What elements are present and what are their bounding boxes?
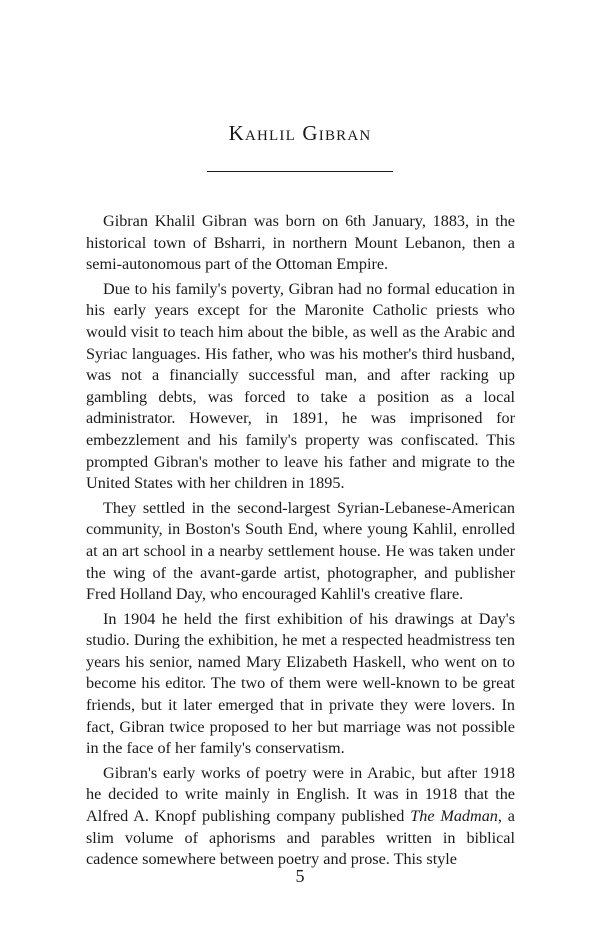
paragraph-exhibition: In 1904 he held the first exhibition of his drawings at Day's studio. During the exhibition, he met a respected headmistress ten years his senior, named Mary Elizabeth Haskell, who went on to become his editor. The two of them were well-known to be great friends, but it later emerged that in private they were lovers. In fact, Gibran twice proposed to her but marriage was not possible in the face of her family's conservatism.: [86, 609, 515, 758]
paragraph-boston: They settled in the second-largest Syrian-Lebanese-American community, in Boston's South End, where young Kahlil, enrolled at an art school in a nearby settlement house. He was taken under the wing of the avant-garde artist, photographer, and publisher Fred Holland Day, who encouraged Kahlil's creative flare.: [86, 498, 515, 604]
paragraph-early-life: Due to his family's poverty, Gibran had no formal education in his early years except for the Maronite Catholic priests who would visit to teach him about the bible, as well as the Arabic and Syriac languages. His father, who was his mother's third husband, was not a financially successful man, and after racking up gambling debts, was forced to take a position as a local administrator. However, in 1891, he was imprisoned for embezzlement and his family's property was confiscated. This prompted Gibran's mother to leave his father and migrate to the United States with her children in 1895.: [86, 279, 515, 493]
page-number: 5: [295, 866, 305, 886]
chapter-title: Kahlil Gibran: [228, 121, 372, 145]
paragraph-poetry: [86, 763, 515, 871]
paragraph-poetry-text-start: Gibran's early works of poetry were in Arabic, but after 1918 he decided to write mainly in English. It was in 1918 that the Alfred A. Knopf publishing company published: [86, 763, 515, 826]
book-title-the-madman: The Madman: [410, 807, 498, 826]
paragraph-poetry-text-end: , a slim volume of aphorisms and parables written in biblical cadence somewhere between poetry and prose. This style: [86, 807, 515, 869]
body-text: [86, 211, 515, 874]
title-rule: [207, 171, 393, 172]
paragraph-birth: Gibran Khalil Gibran was born on 6th January, 1883, in the historical town of Bsharri, in northern Mount Lebanon, then a semi-autonomous part of the Ottoman Empire.: [86, 212, 515, 274]
